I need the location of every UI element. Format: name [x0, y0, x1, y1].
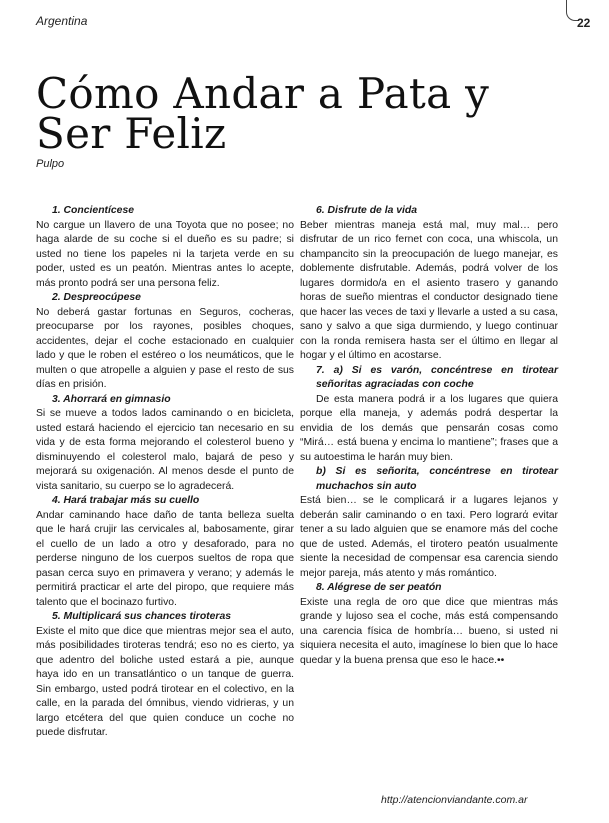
right-column — [300, 204, 558, 668]
section-body: No deberá gastar fortunas en Seguros, cocheras, preocuparse por los rayones, posibles choques, accidentes, dejar el coche estacionado en cualquier lado y que le roben el estéreo o los neumáticos, que le multen o que atropelle a alguien y pase el resto de sus días en prisión. — [36, 306, 294, 390]
left-column — [36, 204, 294, 741]
section-heading: 6. Disfrute de la vida — [316, 205, 418, 216]
title-line-1: Cómo Andar a Pata y — [36, 69, 490, 118]
article-author: Pulpo — [36, 158, 65, 170]
section-heading: b) Si es señorita, concéntrese en tirotear muchachos sin auto — [316, 466, 558, 492]
section-heading: 8. Alégrese de ser peatón — [316, 582, 442, 593]
page-number: 22 — [577, 16, 591, 30]
section-heading: 4. Hará trabajar más su cuello — [52, 495, 200, 506]
section-body: De esta manera podrá ir a los lugares que quiera porque ella maneja, y además podrá despertar la envidia de los demás que pensarán cosas como “Mirá… está buena y encima lo mantiene”; frases que a su autoestima le harán muy bien. — [300, 393, 558, 463]
title-line-2: Ser Feliz — [36, 109, 227, 158]
section-body: Está bien… se le complicará ir a lugares lejanos y deberán salir caminando o en taxi. Pero lograrά evitar tener a su lado alguien que se enamore más del coche que de usted. Además, el tirotero peatón usualmente siente la necesidad de compensar esa carencia siendo mejor pareja, más atento y más romántico. — [300, 495, 558, 579]
section-body: Existe una regla de oro que dice que mientras más grande y lujoso sea el coche, más está compensando una carencia física de hombría… bueno, si usted ni siquiera necesita el auto, imagínese lo bien que lo hace quedar y la buena prensa que eso le hace.•• — [300, 596, 558, 666]
section-body: Beber mientras maneja está mal, muy mal… pero disfrutar de un rico fernet con coca, una whiscola, un champancito sin la preocupación de luego manejar, es doblemente disfrutable. Además, podrá volver de los lugares dormido/a en el asiento trasero y ganando horas de sueño mientras el conductor designado tiene que hacer las veces de taxi y llevarle a usted a su casa, sano y salvo a que siga durmiendo, y luego continuar con la ronda remisera hasta ser el último en llegar al hogar y el último en acostarse. — [300, 219, 558, 361]
footer-url: http://atencionviandante.com.ar — [381, 794, 528, 806]
section-body: Andar caminando hace daño de tanta belleza suelta que le hará crujir las cervicales al, babosamente, girar el cuello de un lado a otro y desaforado, para no perderse ninguno de los cuerpos sueltos de ropa que pasan cerca suyo en primavera y verano; y además le permitirá practicar el arte del piropo, que requiere más talento que el bocinazo furtivo. — [36, 509, 294, 608]
section-heading: 1. Concientícese — [52, 205, 135, 216]
section-body: Existe el mito que dice que mientras mejor sea el auto, más posibilidades tiroteras tendrá; eso no es cierto, ya que adentro del boliche usted estará a pie, aunque haya ido en un transatlántico o un tanque de guerra. Sin embargo, usted podrá tirotear en el colectivo, en la calle, en la parada del ómnibus, viendo vidrieras, y un largo etcétera del que quien conduce un coche no puede disfrutar. — [36, 625, 294, 738]
article-title — [36, 69, 581, 158]
section-body: No cargue un llavero de una Toyota que no posee; no haga alarde de su coche si el dueño es su padre; si usted no tiene los papeles ni la tarjeta verde en su poder, usted es un peatón. Mientras antes lo acepte, más pronto podrá ser una persona feliz. — [36, 219, 294, 289]
section-heading: 5. Multiplicará sus chances tiroteras — [52, 611, 232, 622]
section-body: Si se mueve a todos lados caminando o en bicicleta, usted estará haciendo el ejercicio tan necesario en su vida y de esta forma mejorando el colesterol bueno y disminuyendo el colesterol malo, bajará de peso y mejorará su oxigenación. Al menos desde el punto de vista sanitario, su cuerpo se lo agradecerá. — [36, 408, 294, 492]
section-label: Argentina — [36, 14, 88, 28]
section-heading: 3. Ahorrará en gimnasio — [52, 393, 171, 405]
section-heading: 2. Despreocúpese — [52, 292, 141, 303]
section-heading: 7. a) Si es varón, concéntrese en tirotear señoritas agraciadas con coche — [316, 364, 558, 390]
